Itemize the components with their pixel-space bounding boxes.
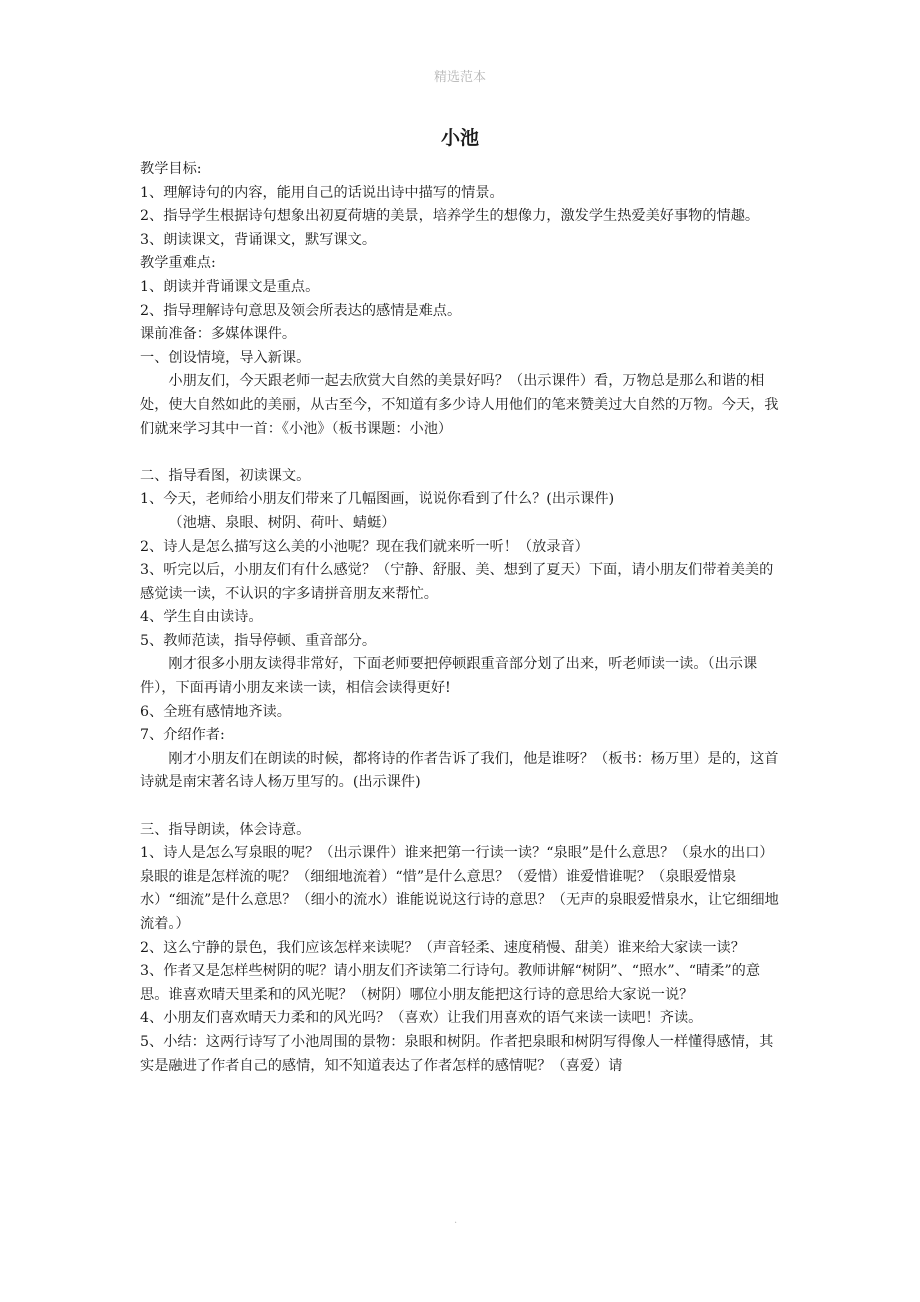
list-item: 4、小朋友们喜欢晴天力柔和的风光吗？（喜欢）让我们用喜欢的语气来读一读吧！齐读。 (140, 1010, 703, 1027)
list-item: 2、指导学生根据诗句想象出初夏荷塘的美景，培养学生的想像力，激发学生热爱美好事物的情趣。 (140, 208, 760, 225)
page-header: 精选范本 (433, 70, 486, 85)
spacer (140, 795, 782, 819)
section-heading: 教学目标: (140, 161, 202, 177)
list-item: 4、学生自由读诗。 (140, 609, 263, 626)
paragraph: 刚才很多小朋友读得非常好，下面老师要把停顿跟重音部分划了出来，听老师读一读。（出示课件），下面再请小朋友来读一读，相信会读得更好! (140, 656, 758, 697)
paragraph: （池塘、泉眼、树阴、荷叶、蜻蜓） (168, 514, 396, 531)
list-item: 5、小结：这两行诗写了小池周围的景物：泉眼和树阴。作者把泉眼和树阴写得像人一样懂得感情，其实是融进了作者自己的感情，知不知道表达了作者怎样的感情呢？（喜爱）请 (140, 1033, 774, 1074)
list-item: 2、诗人是怎么描写这么美的小池呢？现在我们就来听一听！（放录音） (140, 538, 589, 555)
list-item: 3、作者又是怎样些树阴的呢？请小朋友们齐读第二行诗句。教师讲解“树阴”、“照水”、“晴柔”的意思。谁喜欢晴天里柔和的风光呢？（树阴）哪位小朋友能把这行诗的意思给大家说一说？ (140, 963, 761, 1003)
list-item: 2、这么宁静的景色，我们应该怎样来读呢？（声音轻柔、速度稍慢、甜美）谁来给大家读一读？ (140, 939, 745, 956)
list-item: 6、全班有感情地齐读。 (140, 703, 291, 720)
list-item: 1、理解诗句的内容，能用自己的话说出诗中描写的情景。 (140, 184, 504, 201)
paragraph: 刚才小朋友们在朗读的时候，都将诗的作者告诉了我们，他是谁呀？（板书：杨万里）是的，这首诗就是南宋著名诗人杨万里写的。(出示课件) (140, 750, 779, 791)
list-item: 2、指导理解诗句意思及领会所表达的感情是难点。 (140, 302, 462, 319)
list-item: 3、朗读课文，背诵课文，默写课文。 (140, 231, 377, 248)
list-item: 1、诗人是怎么写泉眼的呢？（出示课件）谁来把第一行读一读？“泉眼”是什么意思？（泉水的出口）泉眼的谁是怎样流的呢？（细细地流着）“惜”是什么意思？（爱惜）谁爱惜谁呢？（泉眼爱惜泉水）“细流”是什么意思？（细小的流水）谁能说说这行诗的意思？（无声的泉眼爱惜泉水，让它细细地流着。） (140, 845, 779, 932)
section-heading: 教学重难点: (140, 255, 216, 272)
page-footer: . (454, 1215, 458, 1226)
paragraph: 小朋友们，今天跟老师一起去欣赏大自然的美景好吗？（出示课件）看，万物总是那么和谐的相处，使大自然如此的美丽，从古至今，不知道有多少诗人用他们的笔来赞美过大自然的万物。今天，我们就来学习其中一首：《小池》（板书课题：小池） (140, 373, 779, 437)
list-item: 1、今天，老师给小朋友们带来了几幅图画，说说你看到了什么？(出示课件) (140, 491, 615, 508)
section-heading: 三、指导朗读，体会诗意。 (140, 821, 311, 838)
list-item: 1、朗读并背诵课文是重点。 (140, 278, 320, 295)
spacer (140, 441, 782, 465)
section-heading: 一、创设情境，导入新课。 (140, 349, 311, 366)
section-heading: 课前准备：多媒体课件。 (140, 326, 297, 343)
document-body (140, 158, 782, 1078)
section-heading: 二、指导看图，初读课文。 (140, 467, 311, 484)
list-item: 5、教师范读，指导停顿、重音部分。 (140, 632, 377, 649)
list-item: 3、听完以后，小朋友们有什么感觉？（宁静、舒服、美、想到了夏天）下面，请小朋友们带着美美的感觉读一读，不认识的字多请拼音朋友来帮忙。 (140, 562, 774, 602)
list-item: 7、介绍作者: (140, 727, 225, 744)
document-title: 小池 (440, 127, 479, 149)
